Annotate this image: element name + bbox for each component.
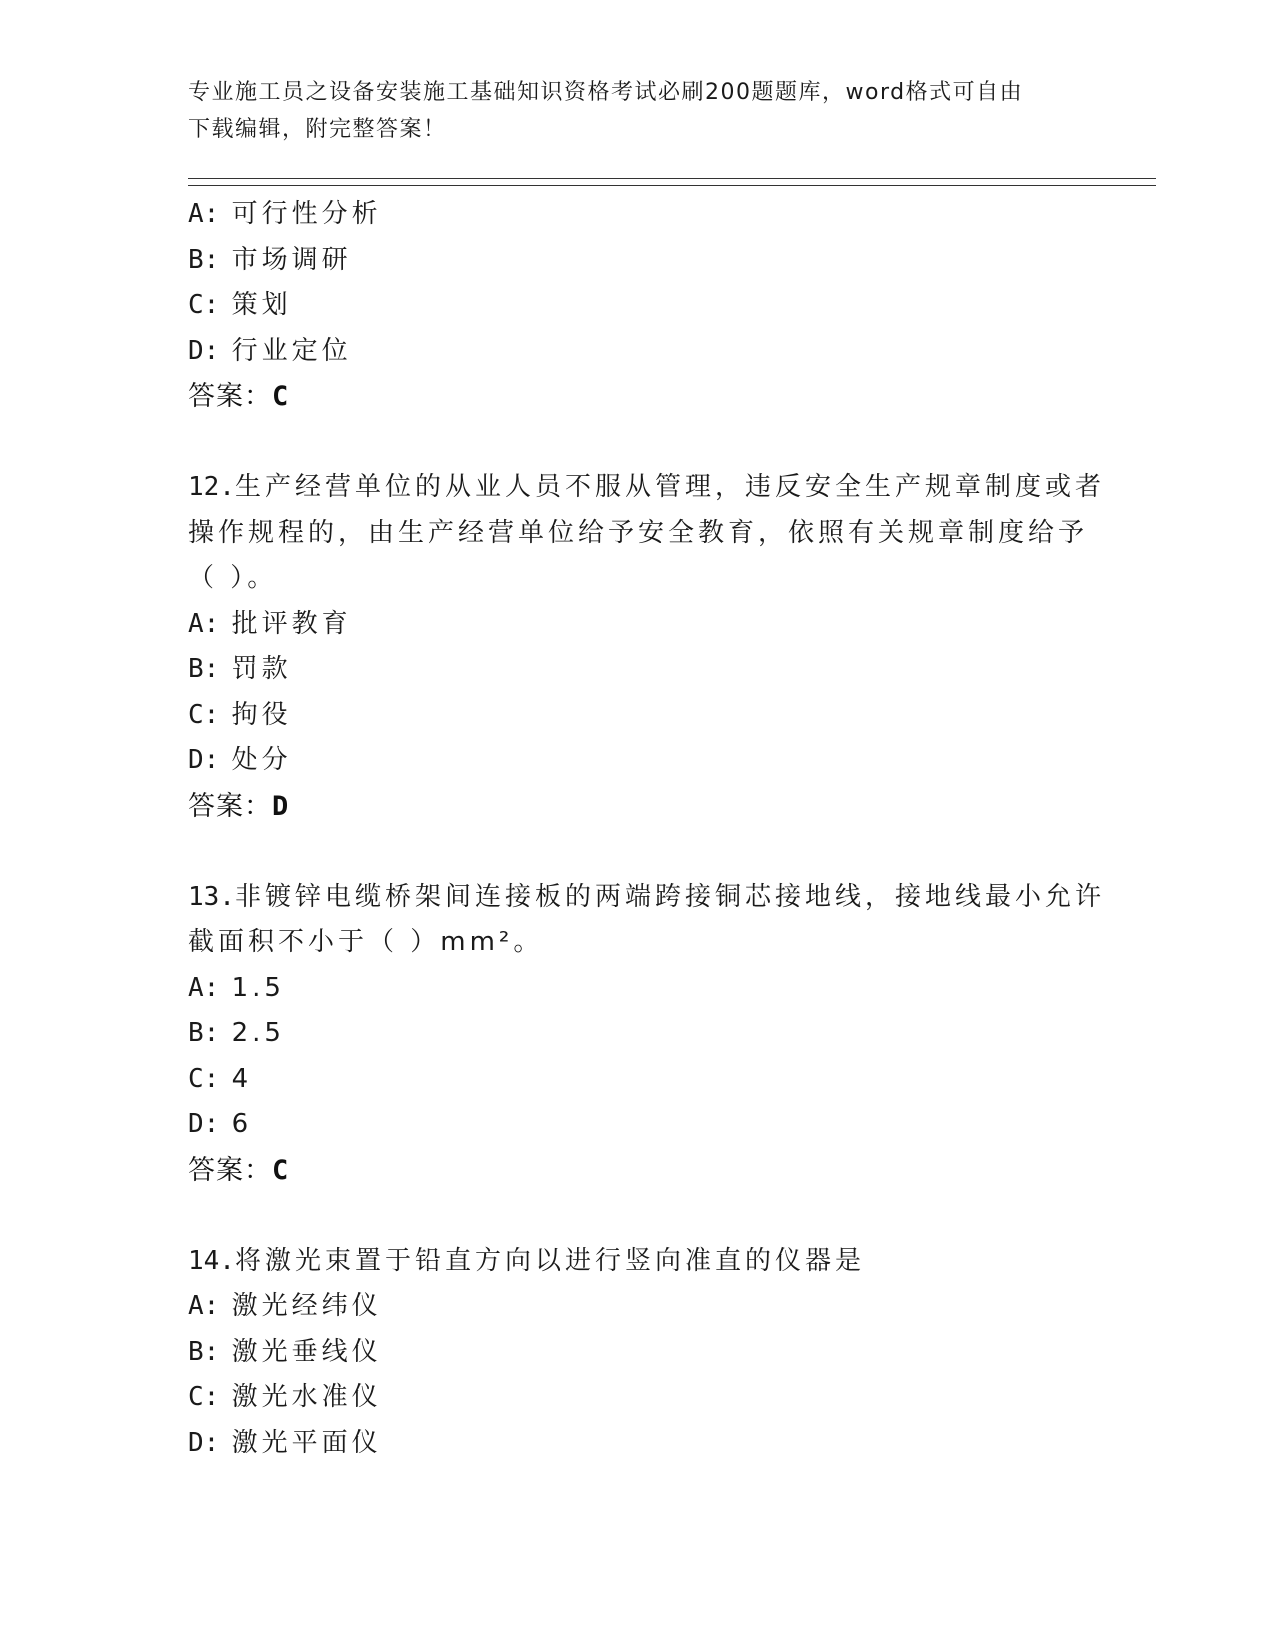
option-c bbox=[188, 693, 1088, 739]
header-divider bbox=[188, 178, 1156, 186]
option-letter: D: bbox=[188, 1427, 220, 1458]
option-letter: A: bbox=[188, 199, 220, 229]
option-text: 1.5 bbox=[231, 972, 285, 1003]
option-text: 批评教育 bbox=[231, 608, 352, 639]
option-text: 4 bbox=[231, 1063, 253, 1094]
option-text: 可行性分析 bbox=[231, 199, 382, 229]
option-d bbox=[188, 1421, 1088, 1467]
question-12 bbox=[188, 465, 1105, 829]
option-text: 2.5 bbox=[231, 1018, 285, 1048]
option-a bbox=[188, 966, 1088, 1012]
answer bbox=[188, 1148, 1088, 1194]
option-letter: C: bbox=[188, 1382, 220, 1412]
question-text-line bbox=[188, 465, 1105, 511]
document-header bbox=[188, 74, 1088, 148]
option-text: 激光经纬仪 bbox=[231, 1291, 382, 1321]
option-text: 6 bbox=[231, 1109, 253, 1139]
answer-label: 答案： bbox=[188, 381, 272, 412]
spacer bbox=[188, 420, 1088, 466]
option-letter: C: bbox=[188, 1063, 220, 1094]
option-letter: D: bbox=[188, 335, 220, 366]
option-d bbox=[188, 329, 1088, 375]
header-line-1: 专业施工员之设备安装施工基础知识资格考试必刷200题题库，word格式可自由 bbox=[188, 80, 1024, 105]
option-letter: D: bbox=[188, 745, 220, 775]
answer bbox=[188, 374, 1088, 420]
question-13 bbox=[188, 875, 1105, 1194]
option-d bbox=[188, 738, 1088, 784]
answer-value: D bbox=[272, 790, 290, 822]
option-text: 拘役 bbox=[231, 699, 292, 730]
option-letter: A: bbox=[188, 972, 220, 1003]
option-a bbox=[188, 192, 1088, 238]
header-line-2: 下载编辑，附完整答案！ bbox=[188, 117, 447, 142]
question-text-line bbox=[188, 1239, 1088, 1285]
option-text: 激光水准仪 bbox=[231, 1382, 382, 1412]
option-text: 激光垂线仪 bbox=[231, 1336, 382, 1367]
option-c bbox=[188, 283, 1088, 329]
answer-value: C bbox=[272, 381, 290, 412]
option-letter: A: bbox=[188, 1291, 220, 1321]
option-c bbox=[188, 1375, 1088, 1421]
option-letter: D: bbox=[188, 1109, 220, 1139]
question-text-line: （ ）。 bbox=[188, 563, 278, 593]
option-b bbox=[188, 647, 1088, 693]
option-letter: C: bbox=[188, 699, 220, 730]
option-b bbox=[188, 1011, 1088, 1057]
question-number: 14. bbox=[188, 1245, 235, 1276]
option-c bbox=[188, 1057, 1088, 1103]
spacer bbox=[188, 829, 1088, 875]
option-letter: B: bbox=[188, 1336, 220, 1367]
answer-value: C bbox=[272, 1154, 290, 1186]
question-text-line: 截面积不小于（ ）mm²。 bbox=[188, 927, 544, 957]
option-letter: B: bbox=[188, 654, 220, 684]
answer-label: 答案： bbox=[188, 790, 272, 822]
option-text: 策划 bbox=[231, 290, 292, 320]
question-number: 13. bbox=[188, 881, 235, 912]
question-list bbox=[188, 192, 1105, 1466]
option-letter: B: bbox=[188, 244, 220, 275]
option-text: 处分 bbox=[231, 745, 292, 775]
option-b bbox=[188, 238, 1088, 284]
question-14 bbox=[188, 1239, 1088, 1467]
option-text: 市场调研 bbox=[231, 244, 352, 275]
option-letter: A: bbox=[188, 608, 220, 639]
option-text: 罚款 bbox=[231, 654, 292, 684]
question-11 bbox=[188, 192, 1088, 420]
spacer bbox=[188, 1193, 1088, 1239]
question-number: 12. bbox=[188, 472, 235, 502]
option-b bbox=[188, 1330, 1088, 1376]
option-text: 行业定位 bbox=[231, 335, 352, 366]
option-text: 激光平面仪 bbox=[231, 1427, 382, 1458]
option-letter: B: bbox=[188, 1018, 220, 1048]
option-a bbox=[188, 1284, 1088, 1330]
answer-label: 答案： bbox=[188, 1154, 272, 1186]
question-text: 将激光束置于铅直方向以进行竖向准直的仪器是 bbox=[234, 1245, 865, 1276]
option-a bbox=[188, 602, 1088, 648]
question-text: 生产经营单位的从业人员不服从管理，违反安全生产规章制度或者 bbox=[234, 472, 1105, 502]
question-text-line: 操作规程的，由生产经营单位给予安全教育，依照有关规章制度给予 bbox=[188, 517, 1089, 548]
option-d bbox=[188, 1102, 1088, 1148]
question-text-line bbox=[188, 875, 1105, 921]
option-letter: C: bbox=[188, 290, 220, 320]
question-text: 非镀锌电缆桥架间连接板的两端跨接铜芯接地线，接地线最小允许 bbox=[234, 881, 1105, 912]
answer bbox=[188, 784, 1088, 830]
